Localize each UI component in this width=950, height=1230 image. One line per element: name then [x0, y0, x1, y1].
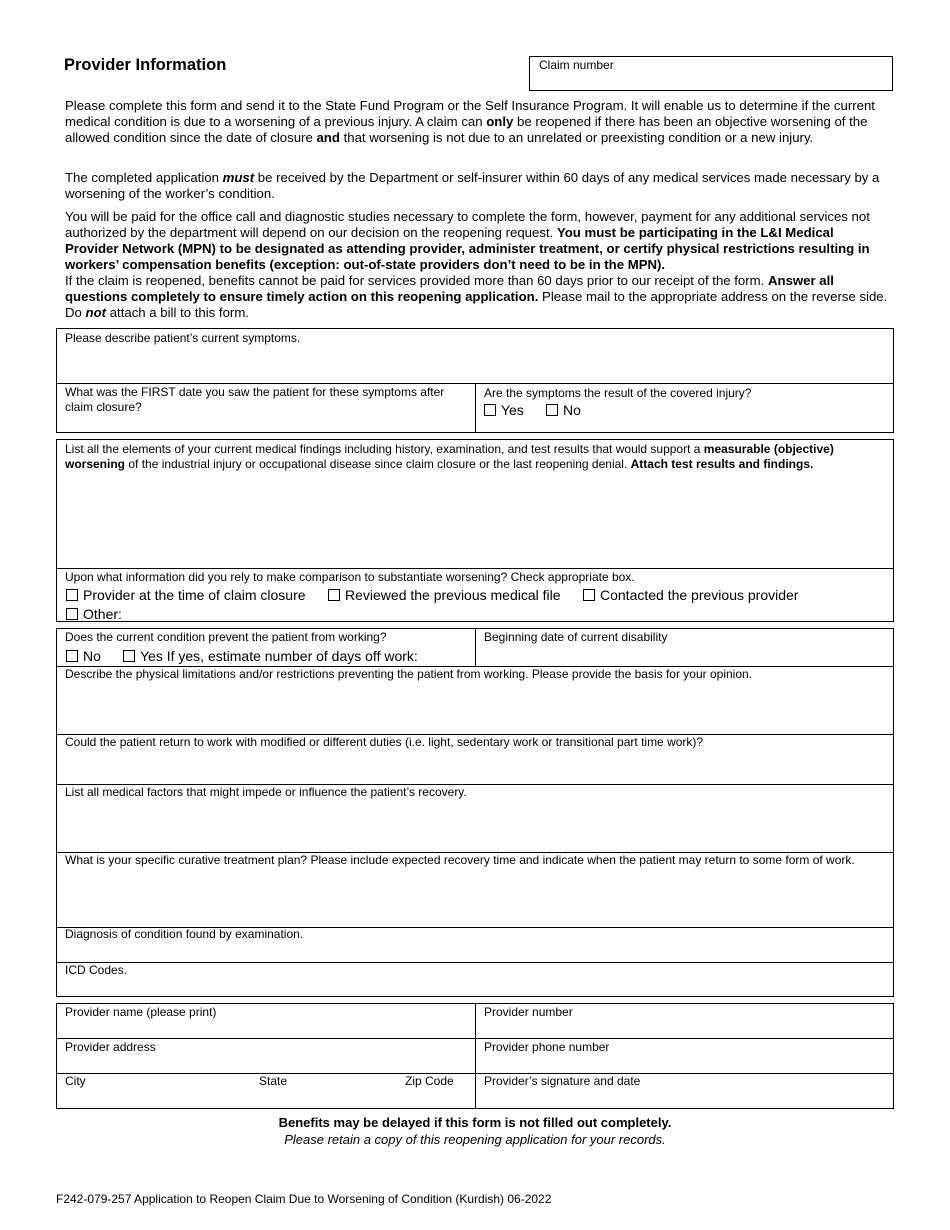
work-status-section — [56, 628, 894, 997]
option-reviewed-medical-file[interactable]: Reviewed the previous medical file — [328, 587, 561, 603]
medical-factors-input[interactable] — [57, 785, 893, 851]
icd-codes-input[interactable] — [57, 963, 893, 996]
signature-label: Provider’s signature and date — [484, 1074, 641, 1088]
limitations-input[interactable] — [57, 667, 893, 733]
checkbox[interactable] — [484, 404, 496, 416]
limitations-label: Describe the physical limitations and/or restrictions preventing the patient from working. Please provide the basis for your opinion. — [65, 667, 753, 681]
findings-input[interactable] — [57, 474, 893, 567]
findings-section — [56, 439, 894, 622]
intro-paragraph-1: Please complete this form and send it to the State Fund Program or the Self Insurance Program. It will enable us to determine if the current medical condition is due to a worsening of a previous injury. A claim can only be reopened if there has been an objective worsening of the allowed condition since the date of closure and that worsening is not due to an unrelated or preexisting condition or a new injury. — [65, 98, 875, 145]
intro-paragraph-3: You will be paid for the office call and diagnostic studies necessary to complete the form, however, payment for any additional services not authorized by the department will depend on our decision on the reopening request. You must be participating in the L&I Medical Provider Network (MPN) to be designated as attending provider, administer treatment, or certify physical restrictions resulting in workers’ compensation benefits (exception: out-of-state providers don’t need to be in the MPN). If the claim is reopened, benefits cannot be paid for services provided more than 60 days prior to our receipt of the form. Answer all questions completely to ensure timely action on this reopening application. Please mail to the appropriate address on the reverse side. Do not attach a bill to this form. — [65, 209, 888, 320]
provider-number-label: Provider number — [484, 1005, 573, 1019]
checkbox[interactable] — [328, 589, 340, 601]
prevent-working-no[interactable]: No — [66, 648, 101, 664]
treatment-plan-input[interactable] — [57, 853, 893, 926]
medical-factors-label: List all medical factors that might impede or influence the patient’s recovery. — [65, 785, 467, 799]
provider-phone-label: Provider phone number — [484, 1040, 610, 1054]
zip-code-label: Zip Code — [405, 1074, 454, 1088]
checkbox[interactable] — [66, 650, 78, 662]
city-label: City — [65, 1074, 86, 1088]
symptoms-label: Please describe patient’s current symptoms. — [65, 331, 301, 345]
claim-number-field[interactable] — [529, 56, 893, 91]
provider-address-input[interactable] — [57, 1039, 474, 1073]
symptoms-section — [56, 328, 894, 433]
prevent-working-label: Does the current condition prevent the patient from working? — [65, 630, 387, 644]
provider-phone-input[interactable] — [476, 1039, 893, 1073]
divider — [57, 568, 893, 569]
city-state-zip-input[interactable] — [57, 1074, 474, 1108]
option-contacted-previous-provider[interactable]: Contacted the previous provider — [583, 587, 798, 603]
signature-input[interactable] — [476, 1074, 893, 1108]
checkbox[interactable] — [583, 589, 595, 601]
beginning-date-input[interactable] — [476, 629, 893, 666]
diagnosis-input[interactable] — [57, 927, 893, 961]
divider — [475, 383, 476, 432]
provider-number-input[interactable] — [476, 1004, 893, 1038]
prevent-working-yes[interactable]: Yes If yes, estimate number of days off work: — [123, 648, 418, 664]
beginning-date-label: Beginning date of current disability — [484, 630, 668, 644]
checkbox[interactable] — [123, 650, 135, 662]
covered-injury-no[interactable]: No — [546, 402, 581, 418]
diagnosis-label: Diagnosis of condition found by examination. — [65, 927, 304, 941]
return-to-work-label: Could the patient return to work with modified or different duties (i.e. light, sedentary work or transitional part time work)? — [65, 735, 704, 749]
claim-number-label: Claim number — [539, 58, 614, 72]
form-identifier: F242-079-257 Application to Reopen Claim Due to Worsening of Condition (Kurdish) 06-2022 — [56, 1192, 552, 1206]
provider-name-label: Provider name (please print) — [65, 1005, 217, 1019]
checkbox[interactable] — [66, 608, 78, 620]
first-date-label: What was the FIRST date you saw the patient for these symptoms after claim closure? — [65, 385, 445, 414]
checkbox[interactable] — [546, 404, 558, 416]
covered-injury-yes[interactable]: Yes — [484, 402, 524, 418]
provider-address-label: Provider address — [65, 1040, 156, 1054]
option-other[interactable]: Other: — [66, 606, 122, 622]
page-title: Provider Information — [64, 56, 227, 74]
checkbox[interactable] — [66, 589, 78, 601]
retain-copy-note: Please retain a copy of this reopening application for your records. — [284, 1132, 666, 1147]
intro-paragraph-2: The completed application must be received by the Department or self-insurer within 60 days of any medical services made necessary by a worsening of the worker’s condition. — [65, 170, 880, 201]
icd-codes-label: ICD Codes. — [65, 963, 128, 977]
option-provider-at-closure[interactable]: Provider at the time of claim closure — [66, 587, 306, 603]
covered-injury-label: Are the symptoms the result of the covered injury? — [484, 386, 752, 400]
findings-label: List all the elements of your current medical findings including history, examination, and test results that would support a measurable (objective) worsening of the industrial injury or occupational disease since claim closure or the last reopening denial. Attach test results and findings. — [65, 442, 834, 471]
symptoms-input[interactable] — [57, 329, 893, 383]
provider-details-section — [56, 1003, 894, 1109]
treatment-plan-label: What is your specific curative treatment plan? Please include expected recovery time and indicate when the patient may return to some form of work. — [65, 853, 855, 867]
state-label: State — [259, 1074, 288, 1088]
incomplete-form-warning: Benefits may be delayed if this form is not filled out completely. — [278, 1115, 672, 1130]
return-to-work-input[interactable] — [57, 735, 893, 784]
provider-name-input[interactable] — [57, 1004, 474, 1038]
comparison-label: Upon what information did you rely to make comparison to substantiate worsening? Check appropriate box. — [65, 570, 635, 584]
